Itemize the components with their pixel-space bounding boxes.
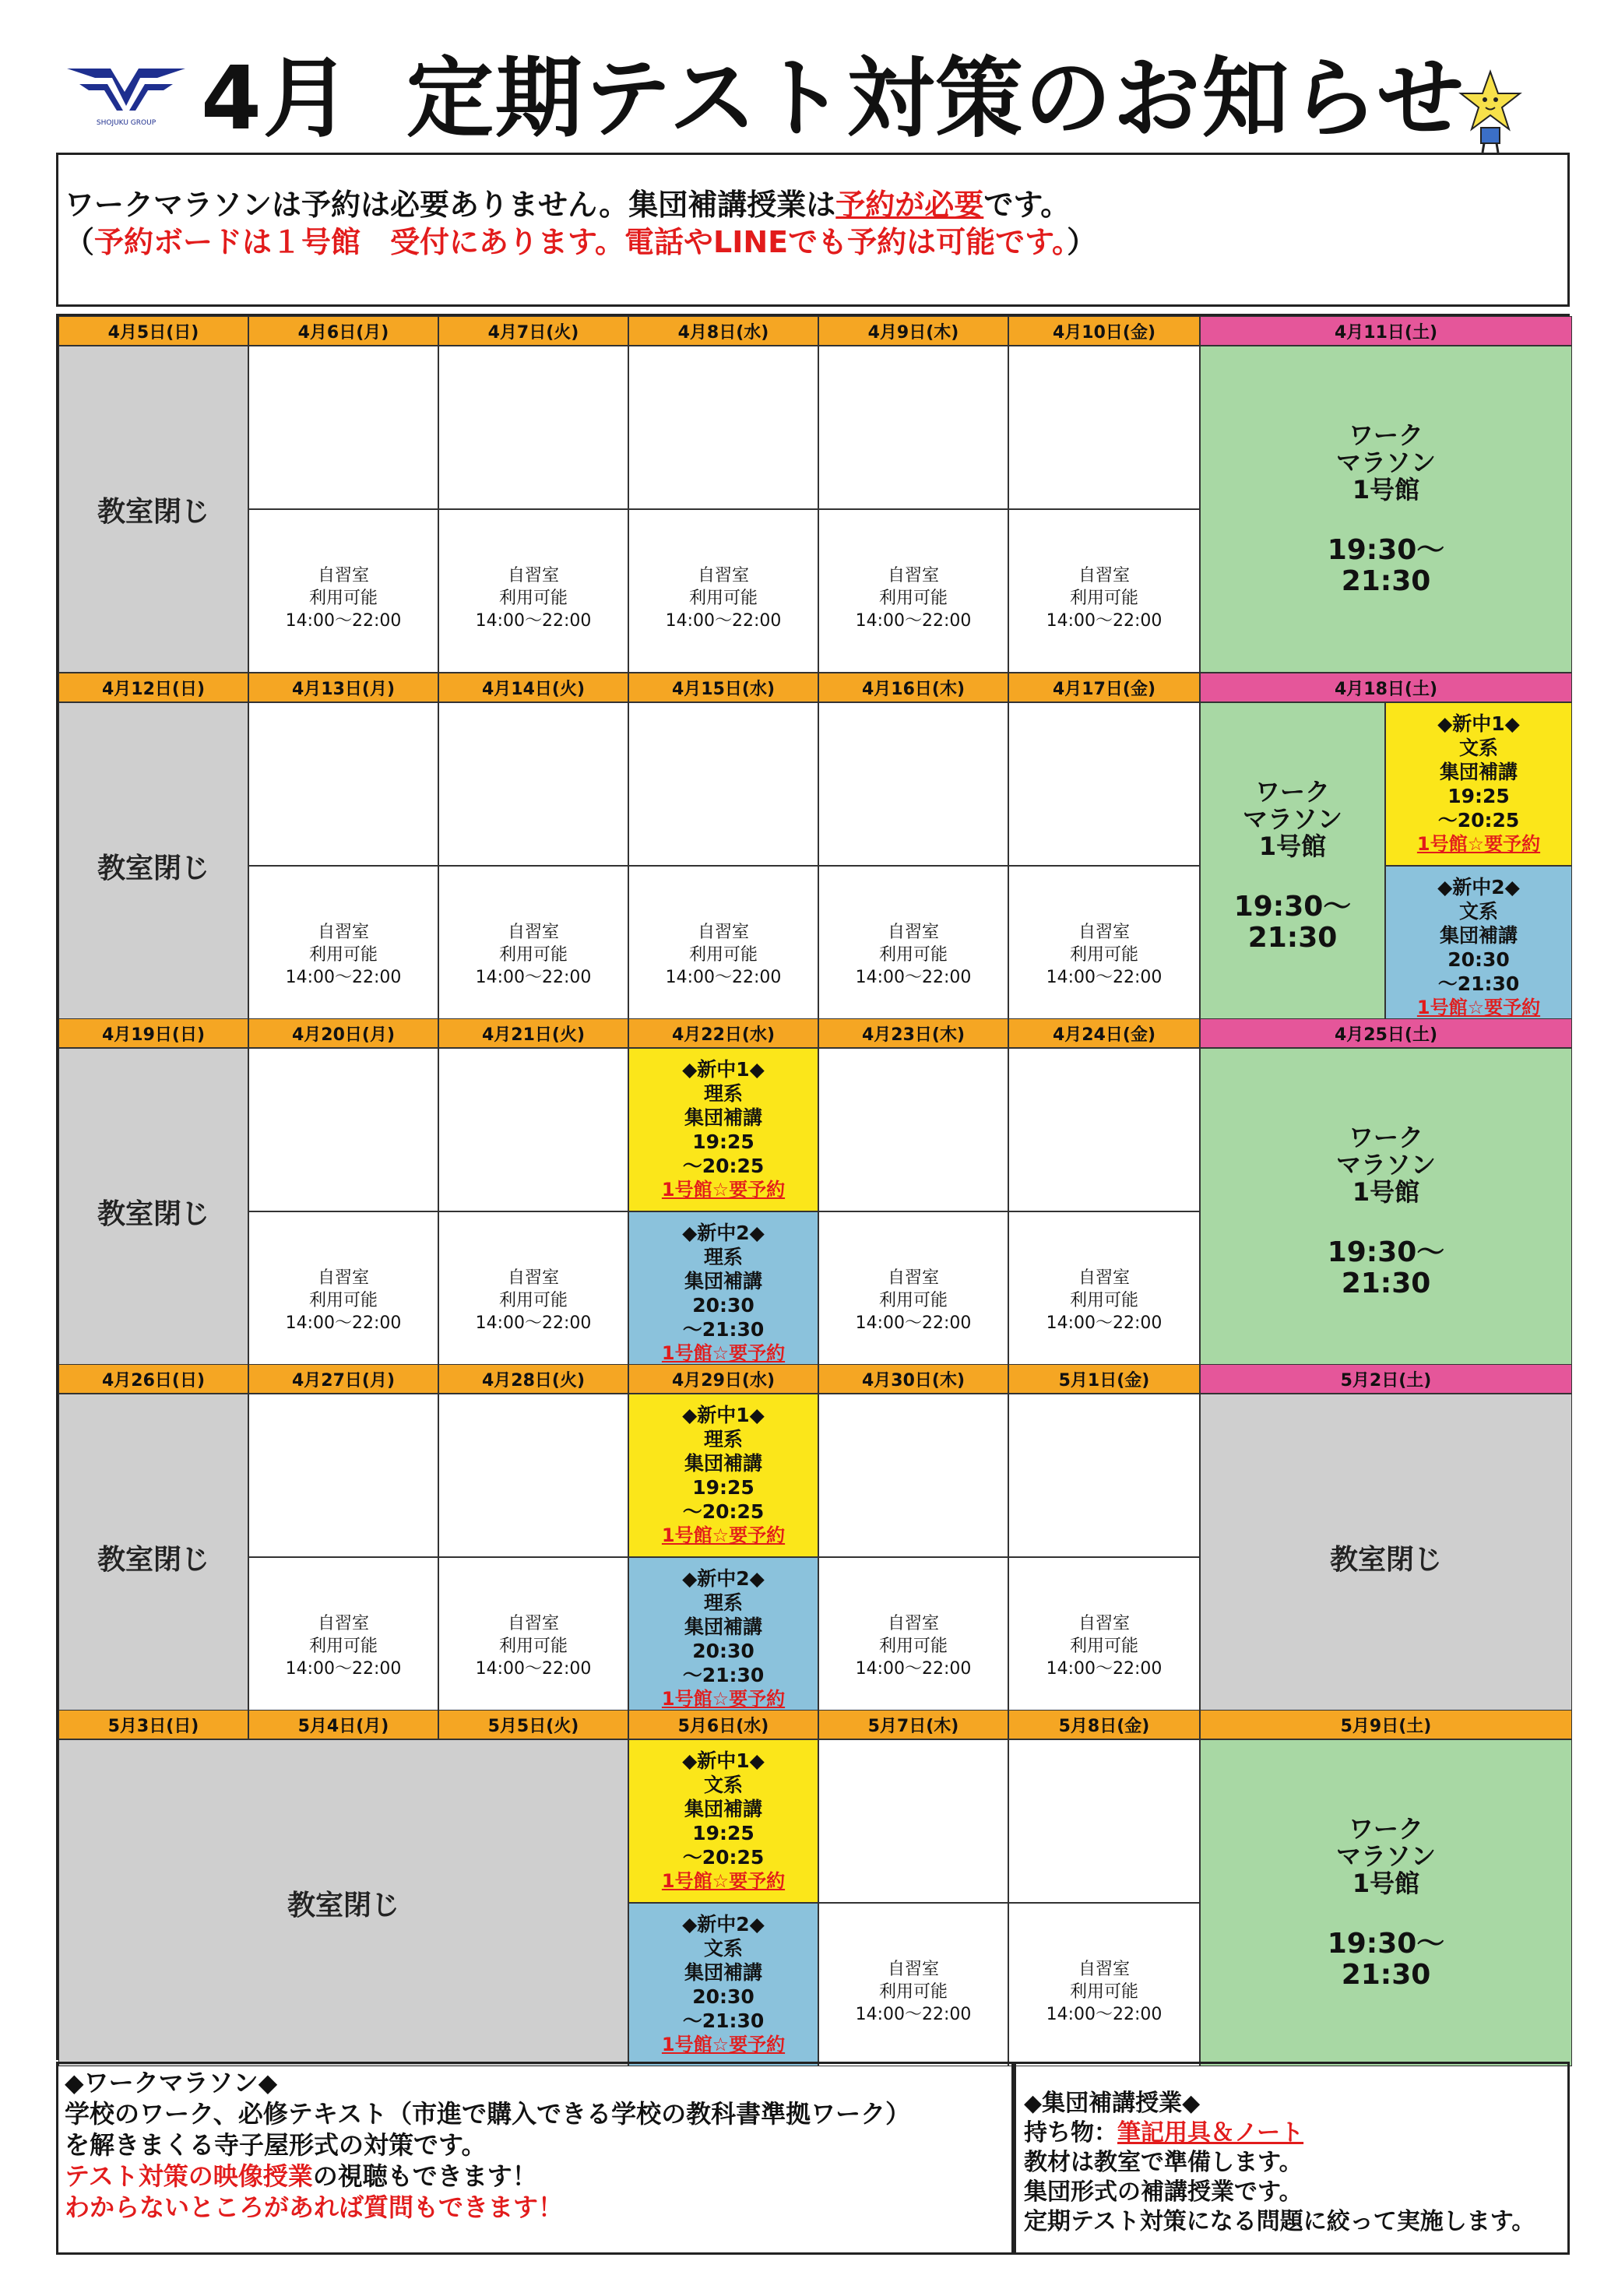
empty-cell (438, 1394, 628, 1557)
day-header: 4月15日(水) (628, 673, 818, 702)
empty-cell (818, 1739, 1008, 1903)
title-main: 定期テスト対策のお知らせ (406, 48, 1466, 149)
day-header: 4月9日(木) (818, 316, 1008, 346)
empty-cell (818, 1394, 1008, 1557)
group-lesson-cell[interactable]: ◆新中1◆ 理系 集団補講 19:25 ～20:25 1号館☆要予約 (628, 1048, 818, 1211)
star-mascot-icon (1458, 69, 1523, 154)
empty-cell (1008, 1394, 1200, 1557)
study-room-cell[interactable]: 自習室 利用可能 14:00～22:00 (248, 866, 438, 1029)
group-lesson-cell[interactable]: ◆新中2◆ 理系 集団補講 20:30 ～21:30 1号館☆要予約 (628, 1557, 818, 1721)
study-room-cell[interactable]: 自習室 利用可能 14:00～22:00 (818, 866, 1008, 1029)
empty-cell (818, 702, 1008, 866)
day-header: 4月6日(月) (248, 316, 438, 346)
day-header: 5月5日(火) (438, 1710, 628, 1739)
day-header: 4月22日(水) (628, 1018, 818, 1048)
group-lesson-cell[interactable]: ◆新中2◆ 文系 集団補講 20:30 ～21:30 1号館☆要予約 (1385, 866, 1572, 1029)
notice-line-1: ワークマラソンは予約は必要ありません。集団補講授業は予約が必要です。 (65, 188, 1071, 222)
classroom-closed: 教室閉じ (58, 1394, 248, 1721)
reservation-required-note: 1号館☆要予約 (661, 1524, 786, 1546)
study-room-cell[interactable]: 自習室 利用可能 14:00～22:00 (818, 509, 1008, 673)
empty-cell (248, 346, 438, 509)
school-logo (64, 61, 188, 129)
group-lesson-cell[interactable]: ◆新中2◆ 理系 集団補講 20:30 ～21:30 1号館☆要予約 (628, 1211, 818, 1375)
day-header: 4月11日(土) (1200, 316, 1572, 346)
classroom-closed: 教室閉じ (58, 1048, 248, 1375)
group-lesson-cell[interactable]: ◆新中1◆ 理系 集団補講 19:25 ～20:25 1号館☆要予約 (628, 1394, 818, 1557)
reservation-required: 予約が必要 (835, 188, 984, 222)
reservation-notice (56, 153, 1570, 307)
day-header: 4月30日(木) (818, 1364, 1008, 1394)
work-marathon-cell[interactable]: ワーク マラソン 1号館 19:30～ 21:30 (1200, 1739, 1572, 2066)
empty-cell (1008, 346, 1200, 509)
classroom-closed: 教室閉じ (58, 346, 248, 673)
study-room-cell[interactable]: 自習室 利用可能 14:00～22:00 (248, 509, 438, 673)
reservation-required-note: 1号館☆要予約 (661, 1870, 786, 1892)
day-header: 4月12日(日) (58, 673, 248, 702)
study-room-cell[interactable]: 自習室 利用可能 14:00～22:00 (818, 1557, 1008, 1721)
study-room-cell[interactable]: 自習室 利用可能 14:00～22:00 (1008, 866, 1200, 1029)
study-room-cell[interactable]: 自習室 利用可能 14:00～22:00 (248, 1557, 438, 1721)
study-room-cell[interactable]: 自習室 利用可能 14:00～22:00 (628, 866, 818, 1029)
reservation-required-note: 1号館☆要予約 (661, 2034, 786, 2055)
day-header: 4月25日(土) (1200, 1018, 1572, 1048)
svg-text:SHOJUKU GROUP: SHOJUKU GROUP (96, 119, 157, 127)
day-header: 4月8日(水) (628, 316, 818, 346)
empty-cell (818, 346, 1008, 509)
day-header: 5月6日(水) (628, 1710, 818, 1739)
info-title: ◆集団補講授業◆ (1024, 2090, 1201, 2117)
study-room-cell[interactable]: 自習室 利用可能 14:00～22:00 (438, 1557, 628, 1721)
reservation-required-note: 1号館☆要予約 (661, 1688, 786, 1710)
group-lesson-cell[interactable]: ◆新中2◆ 文系 集団補講 20:30 ～21:30 1号館☆要予約 (628, 1903, 818, 2066)
day-header: 4月29日(水) (628, 1364, 818, 1394)
day-header: 5月3日(日) (58, 1710, 248, 1739)
day-header: 4月27日(月) (248, 1364, 438, 1394)
study-room-cell[interactable]: 自習室 利用可能 14:00～22:00 (818, 1903, 1008, 2066)
study-room-cell[interactable]: 自習室 利用可能 14:00～22:00 (438, 509, 628, 673)
day-header: 5月1日(金) (1008, 1364, 1200, 1394)
group-lesson-cell[interactable]: ◆新中1◆ 文系 集団補講 19:25 ～20:25 1号館☆要予約 (1385, 702, 1572, 866)
day-header: 4月20日(月) (248, 1018, 438, 1048)
day-header: 5月9日(土) (1200, 1710, 1572, 1739)
info-title: ◆ワークマラソン◆ (65, 2068, 278, 2097)
day-header: 5月7日(木) (818, 1710, 1008, 1739)
day-header: 4月19日(日) (58, 1018, 248, 1048)
group-lesson-cell[interactable]: ◆新中1◆ 文系 集団補講 19:25 ～20:25 1号館☆要予約 (628, 1739, 818, 1903)
study-room-cell[interactable]: 自習室 利用可能 14:00～22:00 (628, 509, 818, 673)
empty-cell (1008, 1048, 1200, 1211)
empty-cell (628, 702, 818, 866)
work-marathon-cell[interactable]: ワーク マラソン 1号館 19:30～ 21:30 (1200, 346, 1572, 673)
empty-cell (818, 1048, 1008, 1211)
day-header: 5月2日(土) (1200, 1364, 1572, 1394)
study-room-cell[interactable]: 自習室 利用可能 14:00～22:00 (438, 1211, 628, 1375)
work-marathon-cell[interactable]: ワーク マラソン 1号館 19:30～ 21:30 (1200, 702, 1385, 1029)
study-room-cell[interactable]: 自習室 利用可能 14:00～22:00 (248, 1211, 438, 1375)
schedule-calendar (56, 314, 1570, 2060)
empty-cell (248, 1048, 438, 1211)
study-room-cell[interactable]: 自習室 利用可能 14:00～22:00 (1008, 1211, 1200, 1375)
study-room-cell[interactable]: 自習室 利用可能 14:00～22:00 (1008, 1557, 1200, 1721)
page-title (201, 40, 1465, 157)
reservation-required-note: 1号館☆要予約 (661, 1179, 786, 1201)
day-header: 4月24日(金) (1008, 1018, 1200, 1048)
reservation-required-note: 1号館☆要予約 (1416, 997, 1541, 1018)
empty-cell (1008, 1739, 1200, 1903)
day-header: 5月4日(月) (248, 1710, 438, 1739)
empty-cell (438, 1048, 628, 1211)
study-room-cell[interactable]: 自習室 利用可能 14:00～22:00 (438, 866, 628, 1029)
day-header: 4月23日(木) (818, 1018, 1008, 1048)
study-room-cell[interactable]: 自習室 利用可能 14:00～22:00 (818, 1211, 1008, 1375)
empty-cell (248, 702, 438, 866)
empty-cell (1008, 702, 1200, 866)
empty-cell (438, 346, 628, 509)
day-header: 4月14日(火) (438, 673, 628, 702)
study-room-cell[interactable]: 自習室 利用可能 14:00～22:00 (1008, 509, 1200, 673)
day-header: 4月10日(金) (1008, 316, 1200, 346)
classroom-closed: 教室閉じ (1200, 1394, 1572, 1721)
day-header: 4月18日(土) (1200, 673, 1572, 702)
reservation-required-note: 1号館☆要予約 (661, 1342, 786, 1364)
title-month: 4月 (201, 48, 352, 149)
empty-cell (628, 346, 818, 509)
day-header: 4月21日(火) (438, 1018, 628, 1048)
study-room-cell[interactable]: 自習室 利用可能 14:00～22:00 (1008, 1903, 1200, 2066)
day-header: 4月17日(金) (1008, 673, 1200, 702)
work-marathon-cell[interactable]: ワーク マラソン 1号館 19:30～ 21:30 (1200, 1048, 1572, 1375)
reservation-required-note: 1号館☆要予約 (1416, 833, 1541, 855)
classroom-closed: 教室閉じ (58, 1739, 628, 2066)
empty-cell (248, 1394, 438, 1557)
work-marathon-info: ◆ワークマラソン◆ 学校のワーク、必修テキスト（市進で購入できる学校の教科書準拠ワーク） を解きまくる寺子屋形式の対策です。 テスト対策の映像授業の視聴もできます！ わからないところがあれば質問もできます！ (56, 2062, 1014, 2255)
day-header: 4月13日(月) (248, 673, 438, 702)
notice-line-2: （予約ボードは１号館 受付にあります。電話やLINEでも予約は可能です。） (65, 225, 1097, 259)
day-header: 4月16日(木) (818, 673, 1008, 702)
day-header: 4月5日(日) (58, 316, 248, 346)
day-header: 5月8日(金) (1008, 1710, 1200, 1739)
day-header: 4月7日(火) (438, 316, 628, 346)
empty-cell (438, 702, 628, 866)
group-lesson-info: ◆集団補講授業◆ 持ち物：筆記用具＆ノート 教材は教室で準備します。 集団形式の補講授業です。 定期テスト対策になる問題に絞って実施します。 (1014, 2062, 1570, 2255)
classroom-closed: 教室閉じ (58, 702, 248, 1029)
day-header: 4月28日(火) (438, 1364, 628, 1394)
day-header: 4月26日(日) (58, 1364, 248, 1394)
